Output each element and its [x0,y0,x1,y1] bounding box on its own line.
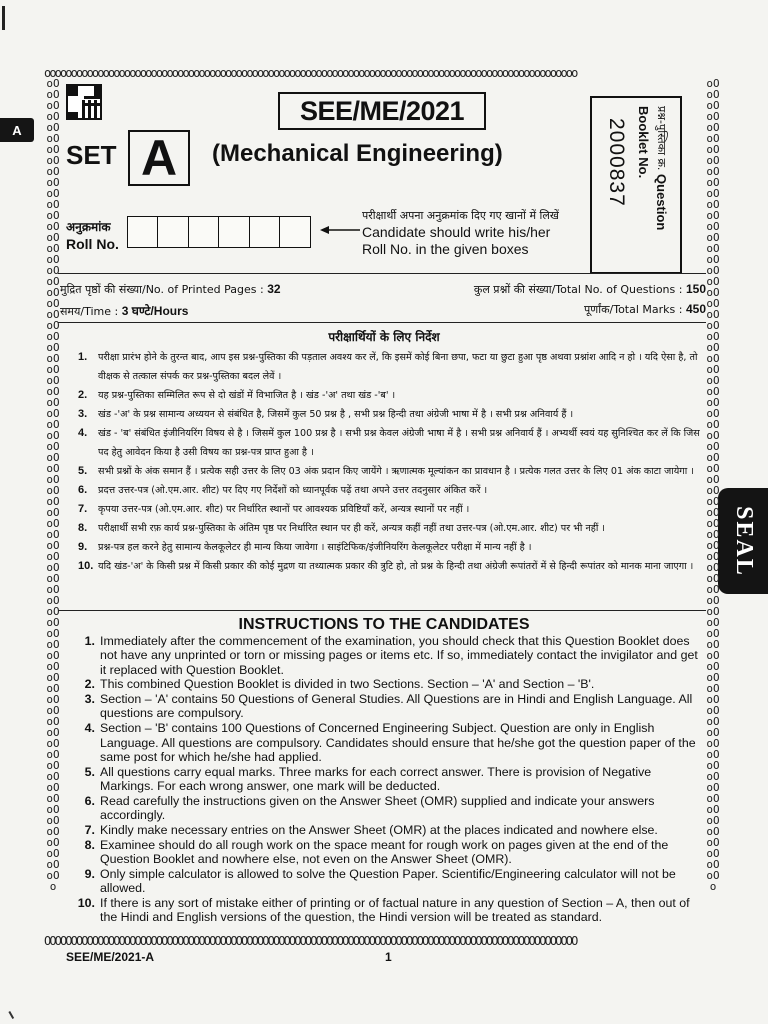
scan-mark [2,6,5,30]
roll-label: Roll No. [66,236,119,252]
roll-instruction-line-1: Candidate should write his/her [362,224,551,240]
instruction-text: Immediately after the commencement of the examination, you should check that this Question Booklet does not have any unprinted or torn or missing pages or items etc. If so, immediately contact the invigilator and get it replaced with Question Booklet. [100,634,698,677]
roll-digit-box[interactable] [188,216,220,248]
instruction-item [76,823,698,837]
border-left: oOoOoOoOoOoOoOoOoOoOoOoOoOoOoOoOoOoOoOoOoOoOoOoOoOoOoOoOoOoOoOoOoOoOoOoOoOoOoOoOoOoOoOoOoOoOoOoOoOoOoOoOoOoOoOoOoOoOoOoOoOoOoOoOoOoOoOoOoOoOoOoOoOo [46,78,60,893]
instruction-item [76,765,698,794]
instruction-text: Examinee should do all rough work on the space meant for rough work on pages given at the end of the Question Booklet and nowhere else, not even on the Answer Sheet (OMR). [100,837,669,866]
roll-digit-box[interactable] [157,216,189,248]
instruction-item [76,838,698,867]
roll-digit-box[interactable] [127,216,159,248]
instruction-text: कृपया उत्तर-पत्र (ओ.एम.आर. शीट) पर निर्धारित स्थानों पर आवश्यक प्रविष्टियाँ करें, अन्यत्र स्थानों पर नहीं । [98,504,470,515]
border-top: oooooooooooooooooooooooooooooooooooooooooooooooooooooooooooooooooooooooooooooooooooooooooooooooooooo [44,66,577,80]
roll-digit-box[interactable] [279,216,311,248]
instruction-item [78,462,704,481]
instruction-number: 3. [78,408,88,420]
instruction-text: If there is any sort of mistake either of printing or of factual nature in any question of Section – A, then out of the Hindi and English versions of the question, the Hindi version will be treated as standard. [100,895,690,925]
divider [58,322,706,323]
instruction-text: Only simple calculator is allowed to solve the Question Paper. Scientific/Engineering calculator will not be allowed. [100,866,676,896]
page-number: 1 [385,950,392,964]
instruction-text: Kindly make necessary entries on the Answer Sheet (OMR) at the places indicated and nowhere else. [100,822,658,837]
instruction-item [76,794,698,823]
instruction-text: Section – 'B' contains 100 Questions of Concerned Engineering Subject. Question are only in English Language. All questions are compulsory. Candidates should ensure that he/she got the question paper of the same post for which he/she had applied. [100,721,696,764]
instruction-number: 2. [78,389,88,401]
total-marks [584,302,706,317]
instruction-text: प्रदत्त उत्तर-पत्र (ओ.एम.आर. शीट) पर दिए गए निर्देशों को ध्यानपूर्वक पढ़ें तथा अपने उत्तर तदनुसार अंकित करें । [98,485,488,496]
instruction-number: 6. [84,793,95,808]
booklet-label-hindi: प्रश्न-पुस्तिका क्र. [655,106,668,171]
total-marks-value: 450 [685,302,706,316]
scan-mark [8,1009,17,1019]
english-instructions-list [76,634,698,925]
exam-time-label: समय/Time : [60,305,119,318]
roll-number-boxes [128,216,311,248]
roll-label-hindi: अनुक्रमांक [66,220,111,234]
instruction-text: Read carefully the instructions given on the Answer Sheet (OMR) supplied and indicate your answers accordingly. [100,793,655,823]
total-questions-label: कुल प्रश्नों की संख्या/Total No. of Questions : [473,283,683,296]
instruction-text: सभी प्रश्नों के अंक समान हैं । प्रत्येक सही उत्तर के लिए 03 अंक प्रदान किए जायेंगे । ऋणात्मक मूल्यांकन का प्रावधान है । प्रत्येक गलत उत्तर के लिए 01 अंक काटा जायेगा । [98,466,694,477]
hindi-instructions-list [78,348,704,576]
instruction-item [76,634,698,677]
instruction-text: परीक्षा प्रारंभ होने के तुरन्त बाद, आप इस प्रश्न-पुस्तिका की पड़ताल अवश्य कर लें, कि इसमें कोई बिना छपा, फटा या छुटा हुआ पृष्ठ अथवा प्रश्नांश आदि न हो । यदि ऐसा है, तो वीक्षक से तत्काल संपर्क कर प्रश्न-पुस्तिका बदल लेवें । [98,352,698,382]
printed-pages-label: मुद्रित पृष्ठों की संख्या/No. of Printed Pages : [60,283,264,296]
instruction-text: यह प्रश्न-पुस्तिका सम्मिलित रूप से दो खंडों में विभाजित है । खंड -'अ' तथा खंड -'ब' । [98,390,396,401]
divider [58,610,706,611]
instruction-item [76,867,698,896]
booklet-label-english: Question Booklet No. [636,106,669,231]
roll-digit-box[interactable] [218,216,250,248]
instruction-number: 10. [77,895,95,910]
total-marks-label: पूर्णांक/Total Marks : [584,303,683,316]
exam-time [60,302,188,319]
total-questions-value: 150 [685,282,706,296]
instruction-number: 9. [78,541,88,553]
roll-digit-box[interactable] [249,216,281,248]
instruction-item [78,386,704,405]
instruction-item [78,405,704,424]
instruction-number: 7. [78,503,88,515]
instruction-number: 6. [78,484,88,496]
instruction-text: प्रश्न-पत्र हल करने हेतु सामान्य केलकूलेटर ही मान्य किया जावेगा । साइंटिफिक/इंजीनियरिंग केलकूलेटर परीक्षा में मान्य नहीं है । [98,542,532,553]
printed-pages-value: 32 [267,282,281,296]
instruction-item [78,348,704,386]
border-bottom: OOOOOOOOOOOOOOOOOOOOOOOOOOOOOOOOOOOOOOOOOOOOOOOOOOOOOOOOOOOOOOOOOOOOOOOOOOOOOOOOOOOOOOOOOOOOOOOOOOOO [44,934,577,948]
seal-label: SEAL [730,505,757,577]
instruction-text: Section – 'A' contains 50 Questions of General Studies. All Questions are in Hindi and English Language. All questions are compulsory. [100,692,693,721]
booklet-label [630,106,670,270]
set-label: SET [66,140,117,170]
instruction-number: 5. [84,764,95,779]
roll-instruction-hindi: परीक्षार्थी अपना अनुक्रमांक दिए गए खानों में लिखें [362,209,559,222]
set-value: A [128,130,190,186]
instruction-text: खंड -'अ' के प्रश्न सामान्य अध्ययन से संबंधित है, जिसमें कुल 50 प्रश्न है , सभी प्रश्न हिन्दी तथा अंग्रेजी भाषा में है । सभी प्रश्न अनिवार्य हैं । [98,409,574,420]
instruction-number: 8. [78,522,88,534]
paper-code: SEE/ME/2021 [278,92,486,130]
roll-instruction-line-2: Roll No. in the given boxes [362,241,529,257]
instruction-item [78,538,704,557]
instruction-text: All questions carry equal marks. Three marks for each correct answer. There is provision of Negative Markings. For each wrong answer, one mark will be deducted. [100,764,652,793]
hindi-instructions-title: परीक्षार्थियों के लिए निर्देश [328,330,440,344]
printed-pages [60,282,281,297]
instruction-number: 1. [84,634,95,648]
instruction-number: 3. [84,692,95,707]
divider [58,273,706,274]
instruction-number: 8. [84,837,95,852]
instruction-text: परीक्षार्थी सभी रफ़ कार्य प्रश्न-पुस्तिका के अंतिम पृष्ठ पर निर्धारित स्थान पर ही करें, अन्यत्र कहीं नहीं तथा उत्तर-पत्र (ओ.एम.आर. शीट) पर भी नहीं । [98,523,606,534]
instruction-number: 4. [78,427,88,439]
roll-instruction [362,208,559,258]
instruction-text: This combined Question Booklet is divided in two Sections. Section – 'A' and Section – 'B'. [100,677,595,692]
set-side-tab: A [0,118,34,142]
instruction-item [78,557,704,576]
instruction-number: 2. [84,677,95,692]
english-instructions-title: INSTRUCTIONS TO THE CANDIDATES [238,616,530,633]
instruction-text: यदि खंड-'अ' के किसी प्रश्न में किसी प्रकार की कोई मुद्रण या तथ्यात्मक प्रकार की त्रुटि हो, तो प्रश्न के हिन्दी तथा अंग्रेजी रूपांतरों में से हिन्दी रूपांतर को मानक माना जाएगा । [98,561,694,572]
qr-code-icon [66,84,102,120]
footer-paper-code: SEE/ME/2021-A [66,950,155,964]
instruction-text: खंड - 'ब' संबंधित इंजीनियरिंग विषय से है । जिसमें कुल 100 प्रश्न है । सभी प्रश्न केवल अंग्रेजी भाषा में है । सभी प्रश्न अनिवार्य हैं । अभ्यर्थी स्वयं यह सुनिश्चित कर लें कि जिस पद हेतु आवेदन किया है उसी विषय का प्रश्न-पत्र प्राप्त हुआ है । [98,428,700,458]
instruction-item [76,677,698,691]
instruction-number: 1. [78,351,88,363]
exam-time-value: 3 घण्टे/Hours [121,304,189,318]
instruction-item [78,424,704,462]
booklet-number: 2000837 [605,118,628,207]
border-right: oOoOoOoOoOoOoOoOoOoOoOoOoOoOoOoOoOoOoOoOoOoOoOoOoOoOoOoOoOoOoOoOoOoOoOoOoOoOoOoOoOoOoOoOoOoOoOoOoOoOoOoOoOoOoOoOoOoOoOoOoOoOoOoOoOoOoOoOoOoOoOoOoOo [706,78,720,893]
instruction-number: 4. [84,721,95,736]
instruction-number: 9. [84,866,95,881]
arrow-left-icon [320,224,360,236]
seal-tab [718,488,768,594]
instruction-item [76,692,698,721]
instruction-item [78,519,704,538]
instruction-number: 7. [84,822,95,837]
instruction-number: 10. [78,560,94,572]
instruction-item [76,721,698,764]
total-questions [474,282,706,297]
instruction-number: 5. [78,465,88,477]
instruction-item [78,481,704,500]
subject-title: (Mechanical Engineering) [212,140,503,167]
instruction-item [78,500,704,519]
instruction-item [76,896,698,925]
